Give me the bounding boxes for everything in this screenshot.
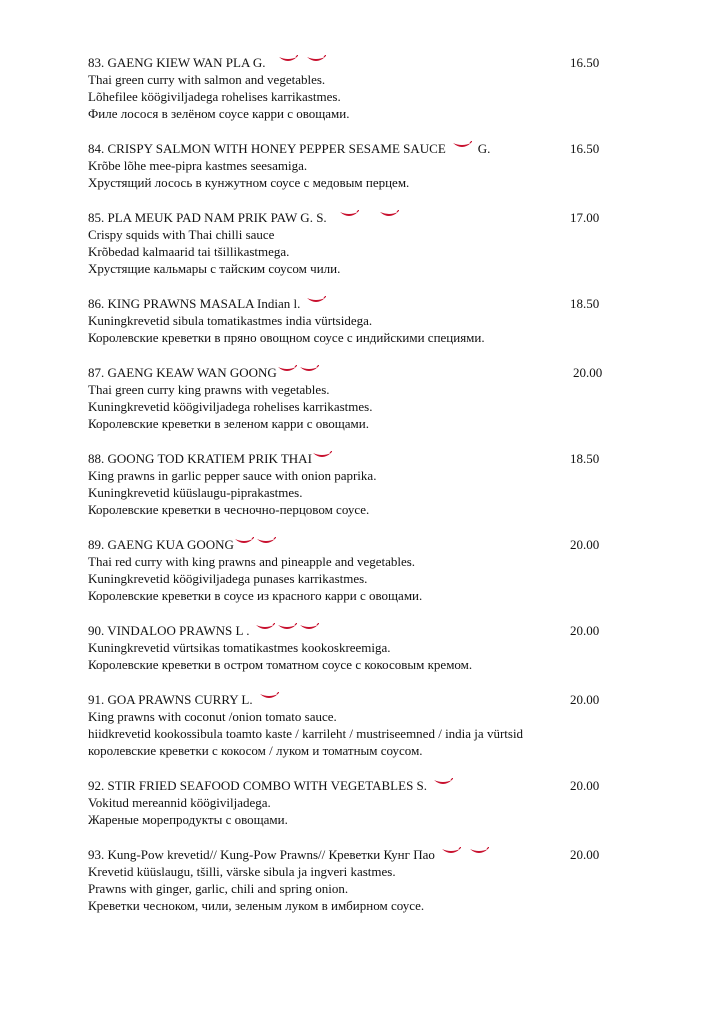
item-description-ru: Креветки чесноком, чили, зеленым луком в имбирном соусе. [88,898,425,913]
item-description-et: Lõhefilee köögiviljadega rohelises karrikastmes. [88,89,341,104]
item-title: 85. PLA MEUK PAD NAM PRIK PAW G. S. [88,210,327,225]
item-description-et: Kuningkrevetid köögiviljadega punases karrikastmes. [88,571,368,586]
item-description-et: Kuningkrevetid küüslaugu-piprakastmes. [88,485,303,500]
menu-item [88,209,628,277]
item-header [88,846,628,863]
item-price: 20.00 [570,692,600,707]
menu-list [88,54,628,932]
item-description-ru: Королевские креветки в соусе из красного карри с овощами. [88,588,423,603]
item-description-en: Thai green curry king prawns with vegetables. [88,382,330,397]
item-header [88,140,628,157]
item-description-en: Prawns with ginger, garlic, chili and spring onion. [88,881,349,896]
menu-item [88,450,628,518]
chili-pepper-icon [452,141,472,150]
chili-pepper-icon [277,623,297,632]
item-description-ru: Хрустящий лосось в кунжутном соусе с медовым перцем. [88,175,410,190]
menu-item [88,622,628,673]
menu-item [88,846,628,914]
item-description-ru: Королевские креветки в зеленом карри с овощами. [88,416,369,431]
item-description-en: King prawns with coconut /onion tomato sauce. [88,709,337,724]
item-title: 93. Kung-Pow krevetid// Kung-Pow Prawns// Креветки Кунг Пао [88,847,435,862]
item-price: 20.00 [573,365,603,380]
chili-pepper-icon [441,847,461,856]
chili-pepper-icon [469,847,489,856]
chili-pepper-icon [379,210,399,219]
item-price: 18.50 [570,451,600,466]
item-description-en: Crispy squids with Thai chilli sauce [88,227,275,242]
item-description-et: Kuningkrevetid köögiviljadega rohelises karrikastmes. [88,399,373,414]
item-title: 92. STIR FRIED SEAFOOD COMBO WITH VEGETABLES S. [88,778,428,793]
item-header [88,54,628,71]
chili-pepper-icon [277,365,297,374]
item-price: 18.50 [570,296,600,311]
item-description-en: King prawns in garlic pepper sauce with onion paprika. [88,468,377,483]
item-header [88,536,628,553]
chili-pepper-icon [234,537,254,546]
item-title: 83. GAENG KIEW WAN PLA G. [88,55,266,70]
item-description-en: Thai green curry with salmon and vegetables. [88,72,326,87]
item-description-ru: Филе лосося в зелёном соусе карри с овощами. [88,106,350,121]
item-description-ru: Хрустящие кальмары с тайским соусом чили. [88,261,341,276]
menu-item [88,364,628,432]
item-description-ru: Королевские креветки в остром томатном соусе с кокосовым кремом. [88,657,473,672]
item-description-et: Vokitud mereannid köögiviljadega. [88,795,271,810]
menu-item [88,691,628,759]
item-price: 20.00 [570,847,600,862]
item-price: 17.00 [570,210,600,225]
chili-pepper-icon [433,778,453,787]
item-description-ru: Жареные морепродукты с овощами. [88,812,288,827]
menu-item [88,777,628,828]
chili-pepper-icon [339,210,359,219]
chili-pepper-icon [255,623,275,632]
item-title: 91. GOA PRAWNS CURRY L. [88,692,253,707]
item-description-et: Krõbe lõhe mee-pipra kastmes seesamiga. [88,158,308,173]
item-title: 88. GOONG TOD KRATIEM PRIK THAI [88,451,312,466]
item-description-et: Kuningkrevetid vürtsikas tomatikastmes kookoskreemiga. [88,640,391,655]
item-price: 20.00 [570,537,600,552]
chili-pepper-icon [278,55,298,64]
item-header [88,450,628,467]
item-header [88,691,628,708]
item-price: 16.50 [570,55,600,70]
item-header [88,622,628,639]
item-description-ru: Королевские креветки в чесночно-перцовом соусе. [88,502,370,517]
item-description-et: Krõbedad kalmaarid tai tšillikastmega. [88,244,290,259]
chili-pepper-icon [259,692,279,701]
chili-pepper-icon [299,623,319,632]
item-title: 87. GAENG KEAW WAN GOONG [88,365,277,380]
chili-pepper-icon [312,451,332,460]
item-description-ru: Королевские креветки в пряно овощном соусе с индийскими специями. [88,330,485,345]
item-description-ru: королевские креветки с кокосом / луком и томатным соусом. [88,743,423,758]
chili-pepper-icon [299,365,319,374]
menu-item [88,140,628,191]
menu-item [88,536,628,604]
item-title: 86. KING PRAWNS MASALA Indian l. [88,296,301,311]
item-description-et: Kuningkrevetid sibula tomatikastmes india vürtsidega. [88,313,373,328]
item-description-et: hiidkrevetid kookossibula toamto kaste / karrileht / mustriseemned / india ja vürtsid [88,726,524,741]
item-header [88,364,628,381]
item-title: 84. CRISPY SALMON WITH HONEY PEPPER SESAME SAUCE [88,141,446,156]
chili-pepper-icon [256,537,276,546]
chili-pepper-icon [306,55,326,64]
item-title-suffix: G. [477,141,491,156]
item-description-et: Krevetid küüslaugu, tšilli, värske sibula ja ingveri kastmes. [88,864,396,879]
item-description-en: Thai red curry with king prawns and pineapple and vegetables. [88,554,416,569]
item-header [88,209,628,226]
chili-pepper-icon [306,296,326,305]
item-header [88,777,628,794]
item-price: 20.00 [570,778,600,793]
item-price: 16.50 [570,141,600,156]
item-title: 90. VINDALOO PRAWNS L . [88,623,250,638]
item-header [88,295,628,312]
item-title: 89. GAENG KUA GOONG [88,537,234,552]
item-price: 20.00 [570,623,600,638]
menu-item [88,295,628,346]
menu-item [88,54,628,122]
